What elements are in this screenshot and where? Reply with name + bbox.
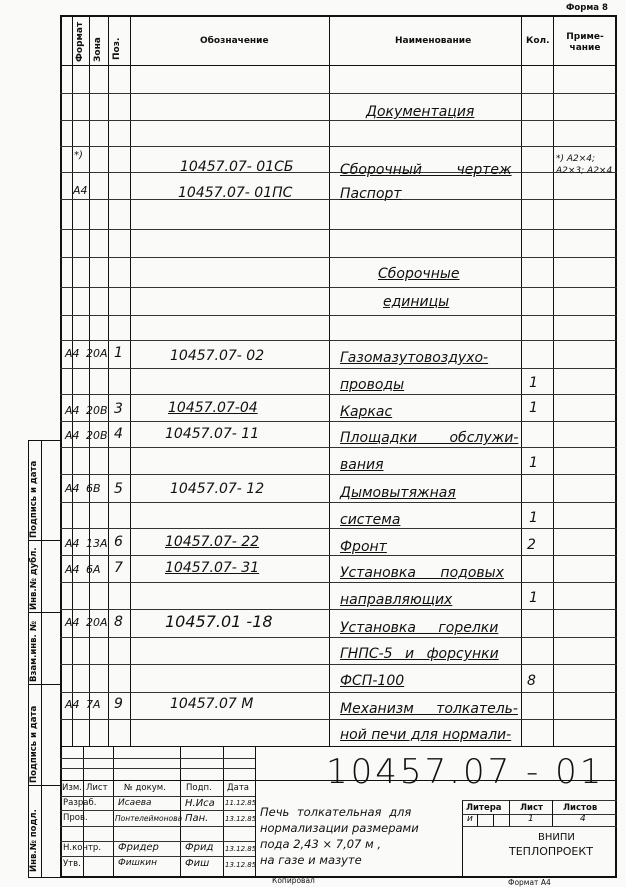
i2-format: А4 bbox=[65, 404, 80, 417]
i6-zone: 6А bbox=[86, 563, 101, 576]
r1-name: Сборочный чертеж bbox=[340, 162, 512, 178]
i8-format: А4 bbox=[65, 698, 80, 711]
tb-utv-sign: Фиш bbox=[185, 858, 210, 869]
i3-pos: 4 bbox=[114, 426, 123, 442]
side-label-orig-inv: Инв.№ подл. bbox=[29, 809, 39, 872]
tb-nkontr-sign: Фрид bbox=[185, 842, 214, 853]
i1-format: А4 bbox=[65, 347, 80, 360]
header-pos: Поз. bbox=[112, 37, 122, 60]
tb-utv: Утв. bbox=[63, 859, 81, 869]
side-label-replace-inv: Взам.инв. № bbox=[29, 621, 39, 682]
tb-org-2: ТЕПЛОПРОЕКТ bbox=[509, 845, 593, 858]
i4-format: А4 bbox=[65, 482, 80, 495]
header-format: Формат bbox=[75, 21, 85, 62]
i7-pos: 8 bbox=[114, 614, 123, 630]
i2-designation: 10457.07-04 bbox=[168, 400, 258, 416]
i2-pos: 3 bbox=[114, 401, 123, 417]
i7-designation: 10457.01 -18 bbox=[165, 612, 273, 631]
tb-org-1: ВНИПИ bbox=[538, 832, 575, 843]
i6-format: А4 bbox=[65, 563, 80, 576]
tb-col-list: Лист bbox=[86, 783, 108, 793]
i2-name: Каркас bbox=[340, 404, 393, 420]
i4-name-2: система bbox=[340, 512, 401, 528]
i5-zone: 13А bbox=[86, 537, 108, 550]
i2-zone: 20В bbox=[86, 404, 108, 417]
i5-name: Фронт bbox=[340, 539, 387, 555]
title-line-1: Печь толкательная для bbox=[260, 805, 412, 819]
i5-format: А4 bbox=[65, 537, 80, 550]
title-designation: 10457.07 - 01 bbox=[326, 752, 605, 792]
i1-zone: 20А bbox=[86, 347, 108, 360]
i3-name-2: вания bbox=[340, 457, 384, 473]
tb-litera-label: Литера bbox=[466, 803, 502, 813]
tb-list-value: 1 bbox=[528, 814, 534, 824]
tb-prov-date: 13.12.85 bbox=[225, 815, 257, 823]
tb-col-izm: Изм. bbox=[62, 783, 82, 793]
i7-name-2: ГНПС-5 и форсунки bbox=[340, 646, 499, 662]
tb-utv-name: Фишкин bbox=[118, 858, 158, 868]
tb-col-date: Дата bbox=[227, 783, 250, 793]
i8-name-2: ной печи для нормали- bbox=[340, 727, 512, 743]
i1-name-1: Газомазутовоздухо- bbox=[340, 350, 489, 366]
i5-designation: 10457.07- 22 bbox=[165, 534, 260, 550]
r2-name: Паспорт bbox=[340, 186, 402, 202]
i6-pos: 7 bbox=[114, 560, 123, 576]
i7-qty: 8 bbox=[527, 673, 536, 689]
header-name: Наименование bbox=[395, 36, 472, 46]
i7-zone: 20А bbox=[86, 616, 108, 629]
i7-format: А4 bbox=[65, 616, 80, 629]
i7-name-1: Установка горелки bbox=[340, 620, 499, 636]
i6-name-1: Установка подовых bbox=[340, 565, 504, 581]
i8-name-1: Механизм толкатель- bbox=[340, 701, 518, 717]
i1-name-2: проводы bbox=[340, 377, 405, 393]
r2-designation: 10457.07- 01ПС bbox=[178, 185, 293, 201]
i5-qty: 2 bbox=[527, 537, 536, 553]
header-note: Приме-чание bbox=[566, 32, 604, 53]
section-assembly-2: единицы bbox=[383, 294, 450, 310]
i4-qty: 1 bbox=[529, 510, 538, 526]
i5-pos: 6 bbox=[114, 534, 123, 550]
section-documentation: Документация bbox=[366, 104, 475, 120]
title-block-top bbox=[60, 746, 617, 747]
i4-designation: 10457.07- 12 bbox=[170, 481, 265, 497]
r1-format: *) bbox=[74, 150, 83, 161]
form-label-top: Форма 8 bbox=[566, 3, 608, 13]
i3-qty: 1 bbox=[529, 455, 538, 471]
i6-designation: 10457.07- 31 bbox=[165, 560, 260, 576]
i3-designation: 10457.07- 11 bbox=[165, 426, 260, 442]
tb-prov-name: Понтелеймонова bbox=[115, 814, 183, 823]
section-assembly-1: Сборочные bbox=[378, 266, 460, 282]
tb-listov-value: 4 bbox=[580, 814, 586, 824]
i3-format: А4 bbox=[65, 429, 80, 442]
i1-pos: 1 bbox=[114, 345, 123, 361]
tb-col-doc: № докум. bbox=[124, 783, 166, 793]
i7-name-3: ФСП-100 bbox=[340, 673, 405, 689]
i8-pos: 9 bbox=[114, 696, 123, 712]
i8-zone: 7А bbox=[86, 698, 101, 711]
tb-razrab-date: 11.12.85 bbox=[225, 799, 257, 807]
i3-name-1: Площадки обслужи- bbox=[340, 430, 519, 446]
i4-zone: 6В bbox=[86, 482, 101, 495]
i6-qty: 1 bbox=[529, 590, 538, 606]
tb-litera-value: и bbox=[467, 814, 473, 824]
tb-listov-label: Листов bbox=[563, 803, 598, 813]
header-zone: Зона bbox=[93, 37, 103, 62]
tb-razrab-name: Исаева bbox=[118, 798, 152, 808]
tb-prov: Пров. bbox=[63, 813, 88, 823]
side-label-dup-inv: Инв.№ дубл. bbox=[29, 547, 39, 610]
form-label-bottom: Формат А4 bbox=[508, 878, 551, 887]
tb-nkontr-date: 13.12.85 bbox=[225, 845, 257, 853]
title-line-3: пода 2,43 × 7,07 м , bbox=[260, 837, 382, 851]
tb-prov-sign: Пан. bbox=[185, 813, 209, 824]
header-designation: Обозначение bbox=[200, 36, 269, 46]
title-line-2: нормализации размерами bbox=[260, 821, 419, 835]
i4-name-1: Дымовытяжная bbox=[340, 485, 456, 501]
tb-razrab: Разраб. bbox=[63, 798, 97, 808]
i6-name-2: направляющих bbox=[340, 592, 453, 608]
tb-list-label: Лист bbox=[520, 803, 543, 813]
title-line-4: на газе и мазуте bbox=[260, 853, 362, 867]
i8-designation: 10457.07 М bbox=[170, 696, 254, 712]
side-label-sign-date-1: Подпись и дата bbox=[29, 460, 39, 538]
tb-nkontr: Н.контр. bbox=[63, 843, 102, 853]
r2-format: А4 bbox=[73, 184, 88, 197]
r1-designation: 10457.07- 01СБ bbox=[180, 159, 294, 175]
tb-razrab-sign: Н.Иса bbox=[185, 798, 215, 809]
r1-note-2: А2×3; А2×4 bbox=[556, 166, 613, 176]
copied-label: Копировал bbox=[272, 876, 315, 885]
i4-pos: 5 bbox=[114, 481, 123, 497]
header-qty: Кол. bbox=[526, 36, 550, 46]
tb-nkontr-name: Фридер bbox=[118, 842, 159, 853]
tb-col-sign: Подп. bbox=[186, 783, 212, 793]
i3-zone: 20В bbox=[86, 429, 108, 442]
i1-designation: 10457.07- 02 bbox=[170, 348, 265, 364]
tb-utv-date: 13.12.85 bbox=[225, 861, 257, 869]
r1-note-1: *) А2×4; bbox=[556, 154, 596, 164]
i2-qty: 1 bbox=[529, 400, 538, 416]
side-label-sign-date-2: Подпись и дата bbox=[29, 705, 39, 783]
i1-qty: 1 bbox=[529, 375, 538, 391]
